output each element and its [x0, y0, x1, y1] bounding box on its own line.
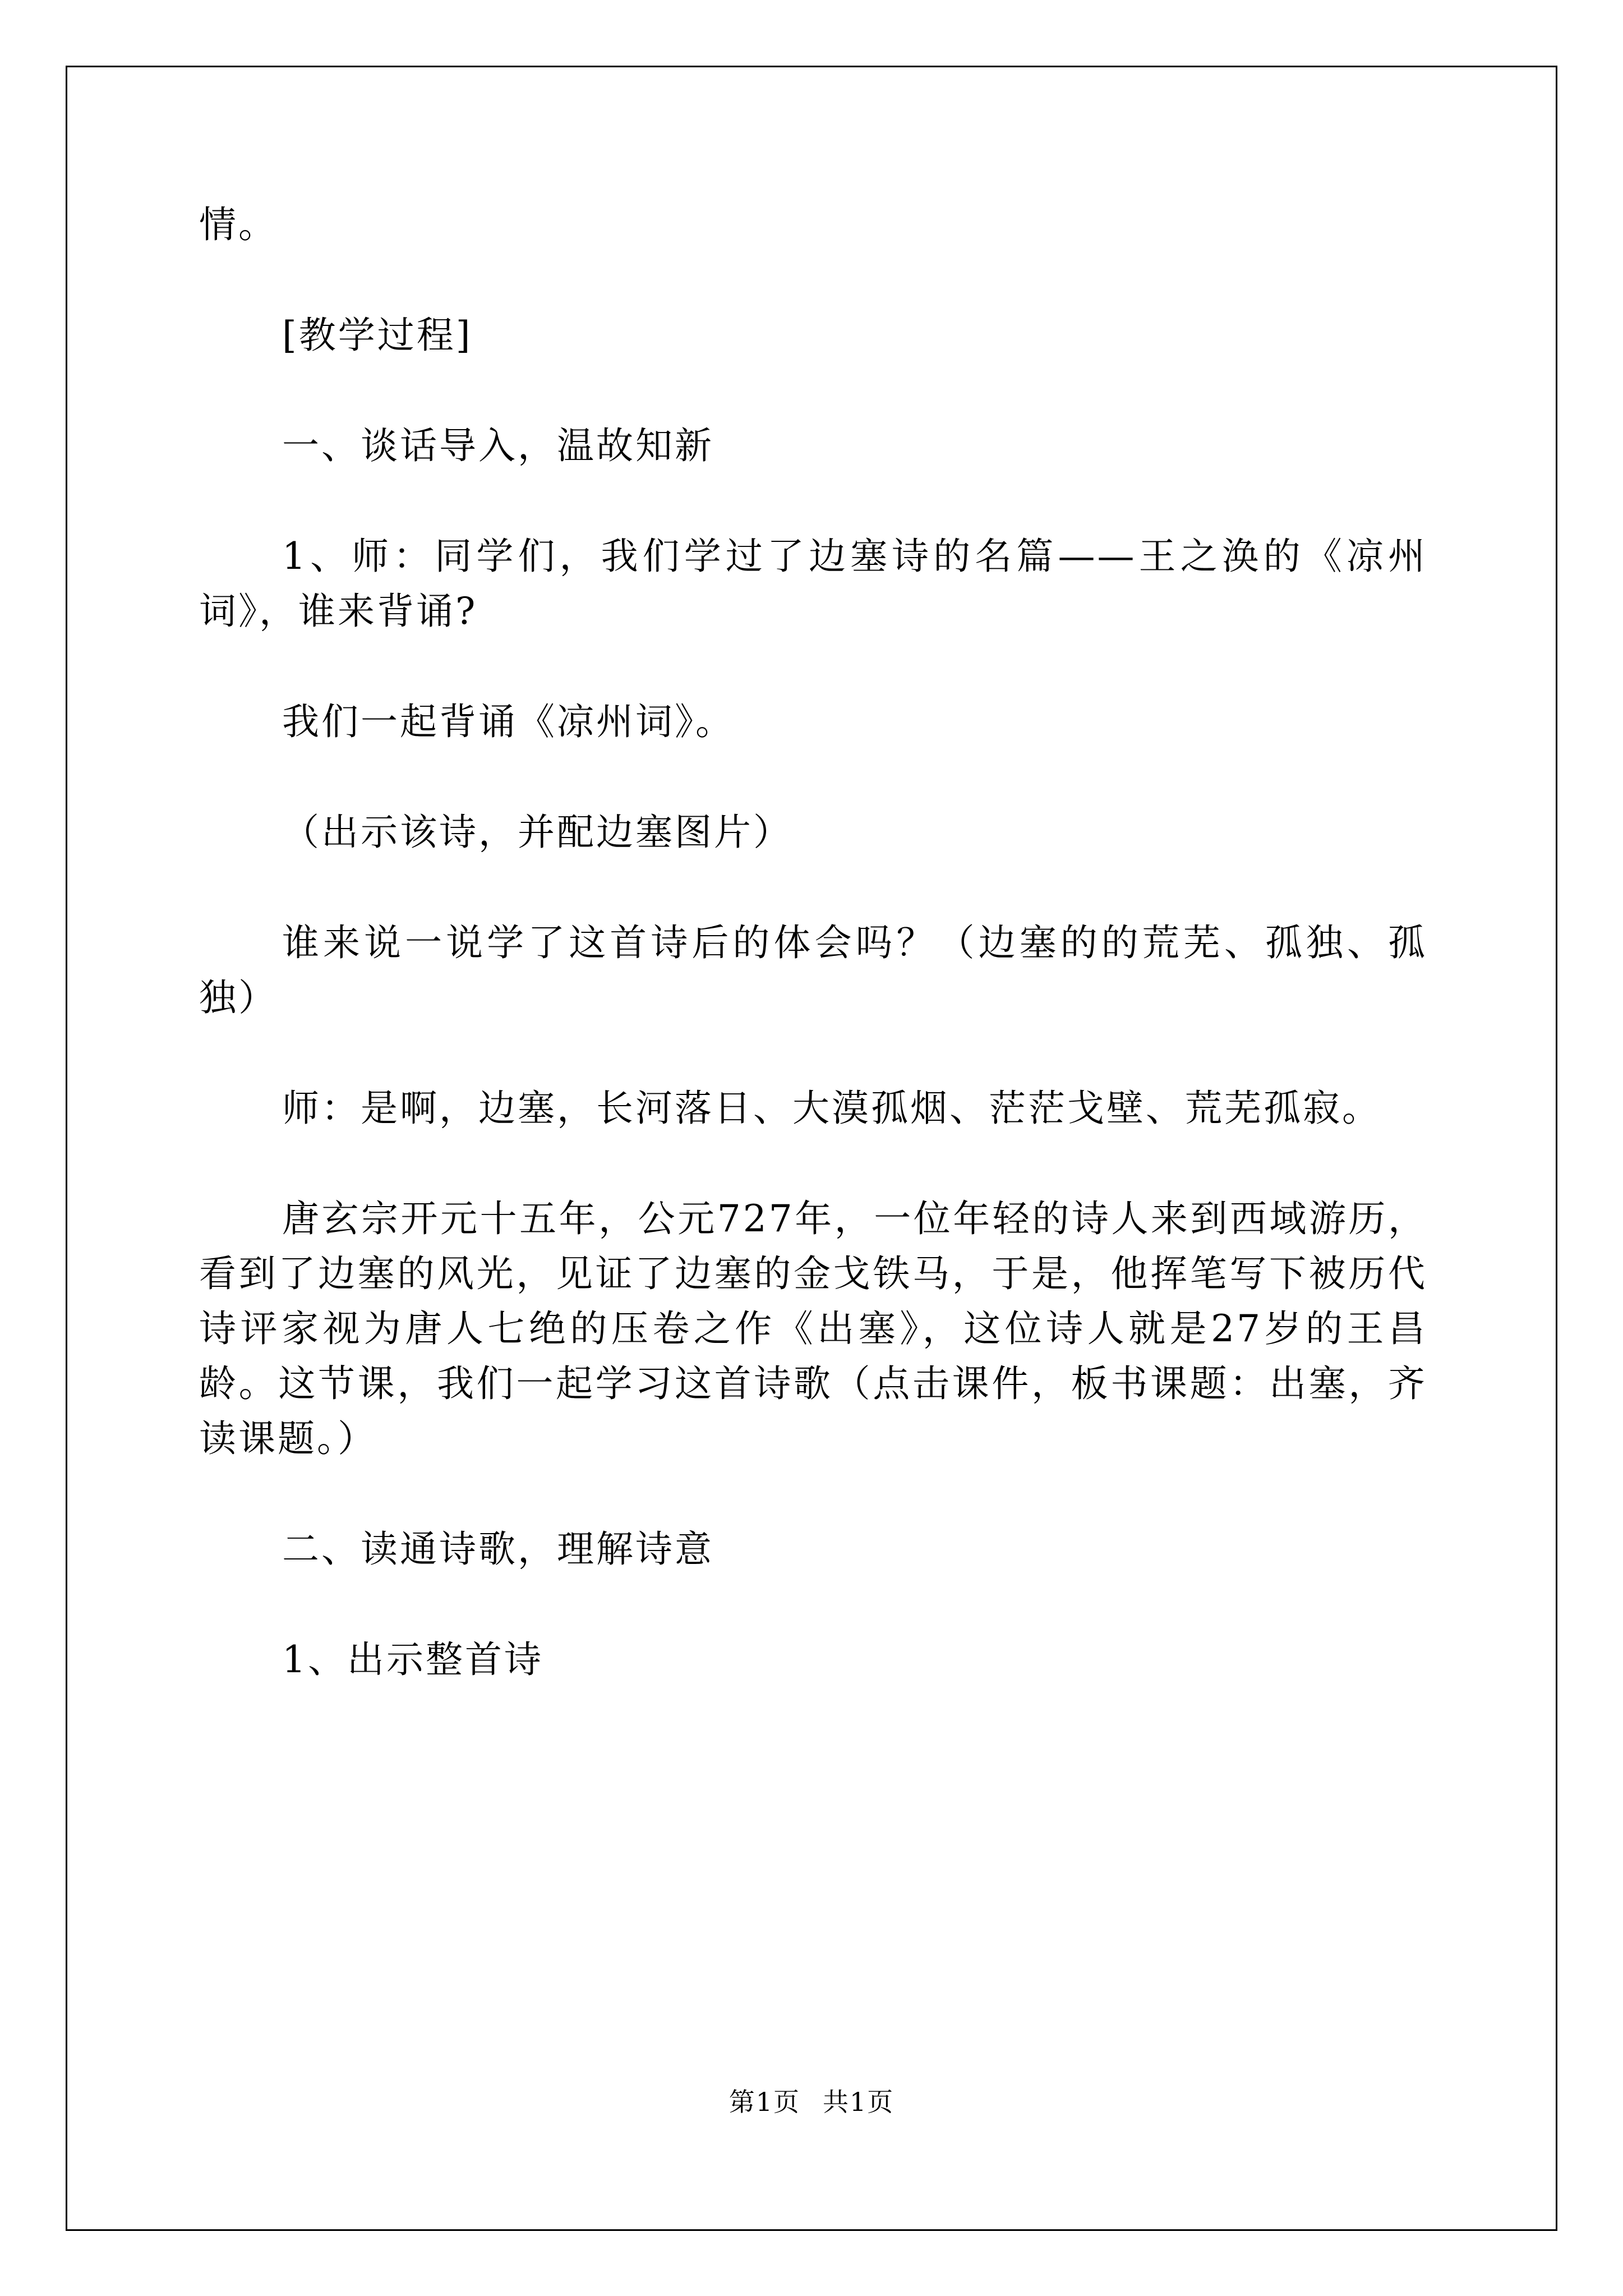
paragraph: 谁来说一说学了这首诗后的体会吗？（边塞的的荒芜、孤独、孤独）	[199, 921, 1427, 1019]
paragraph: 我们一起背诵《凉州词》。	[282, 700, 735, 743]
section-heading: 二、读通诗歌，理解诗意	[282, 1527, 714, 1571]
paragraph: 1、出示整首诗	[282, 1638, 543, 1681]
document-body	[199, 197, 1427, 1743]
section-heading: [教学过程]	[282, 314, 473, 357]
paragraph: 1、师：同学们，我们学过了边塞诗的名篇——王之涣的《凉州词》，谁来背诵?	[199, 535, 1427, 633]
paragraph: （出示该诗，并配边塞图片）	[282, 811, 792, 854]
page-footer	[0, 2085, 1623, 2119]
paragraph: 唐玄宗开元十五年，公元727年，一位年轻的诗人来到西域游历，看到了边塞的风光，见证了边塞的金戈铁马，于是，他挥笔写下被历代诗评家视为唐人七绝的压卷之作《出塞》，这位诗人就是27岁的王昌龄。这节课，我们一起学习这首诗歌（点击课件，板书课题：出塞，齐读课题。）	[199, 1197, 1427, 1460]
section-heading: 一、谈话导入，温故知新	[282, 424, 714, 467]
paragraph: 师：是啊，边塞，长河落日、大漠孤烟、茫茫戈壁、荒芜孤寂。	[282, 1087, 1381, 1130]
paragraph: 情。	[199, 203, 278, 246]
page-total: 共1页	[823, 2087, 895, 2117]
page-number: 第1页	[728, 2087, 800, 2117]
